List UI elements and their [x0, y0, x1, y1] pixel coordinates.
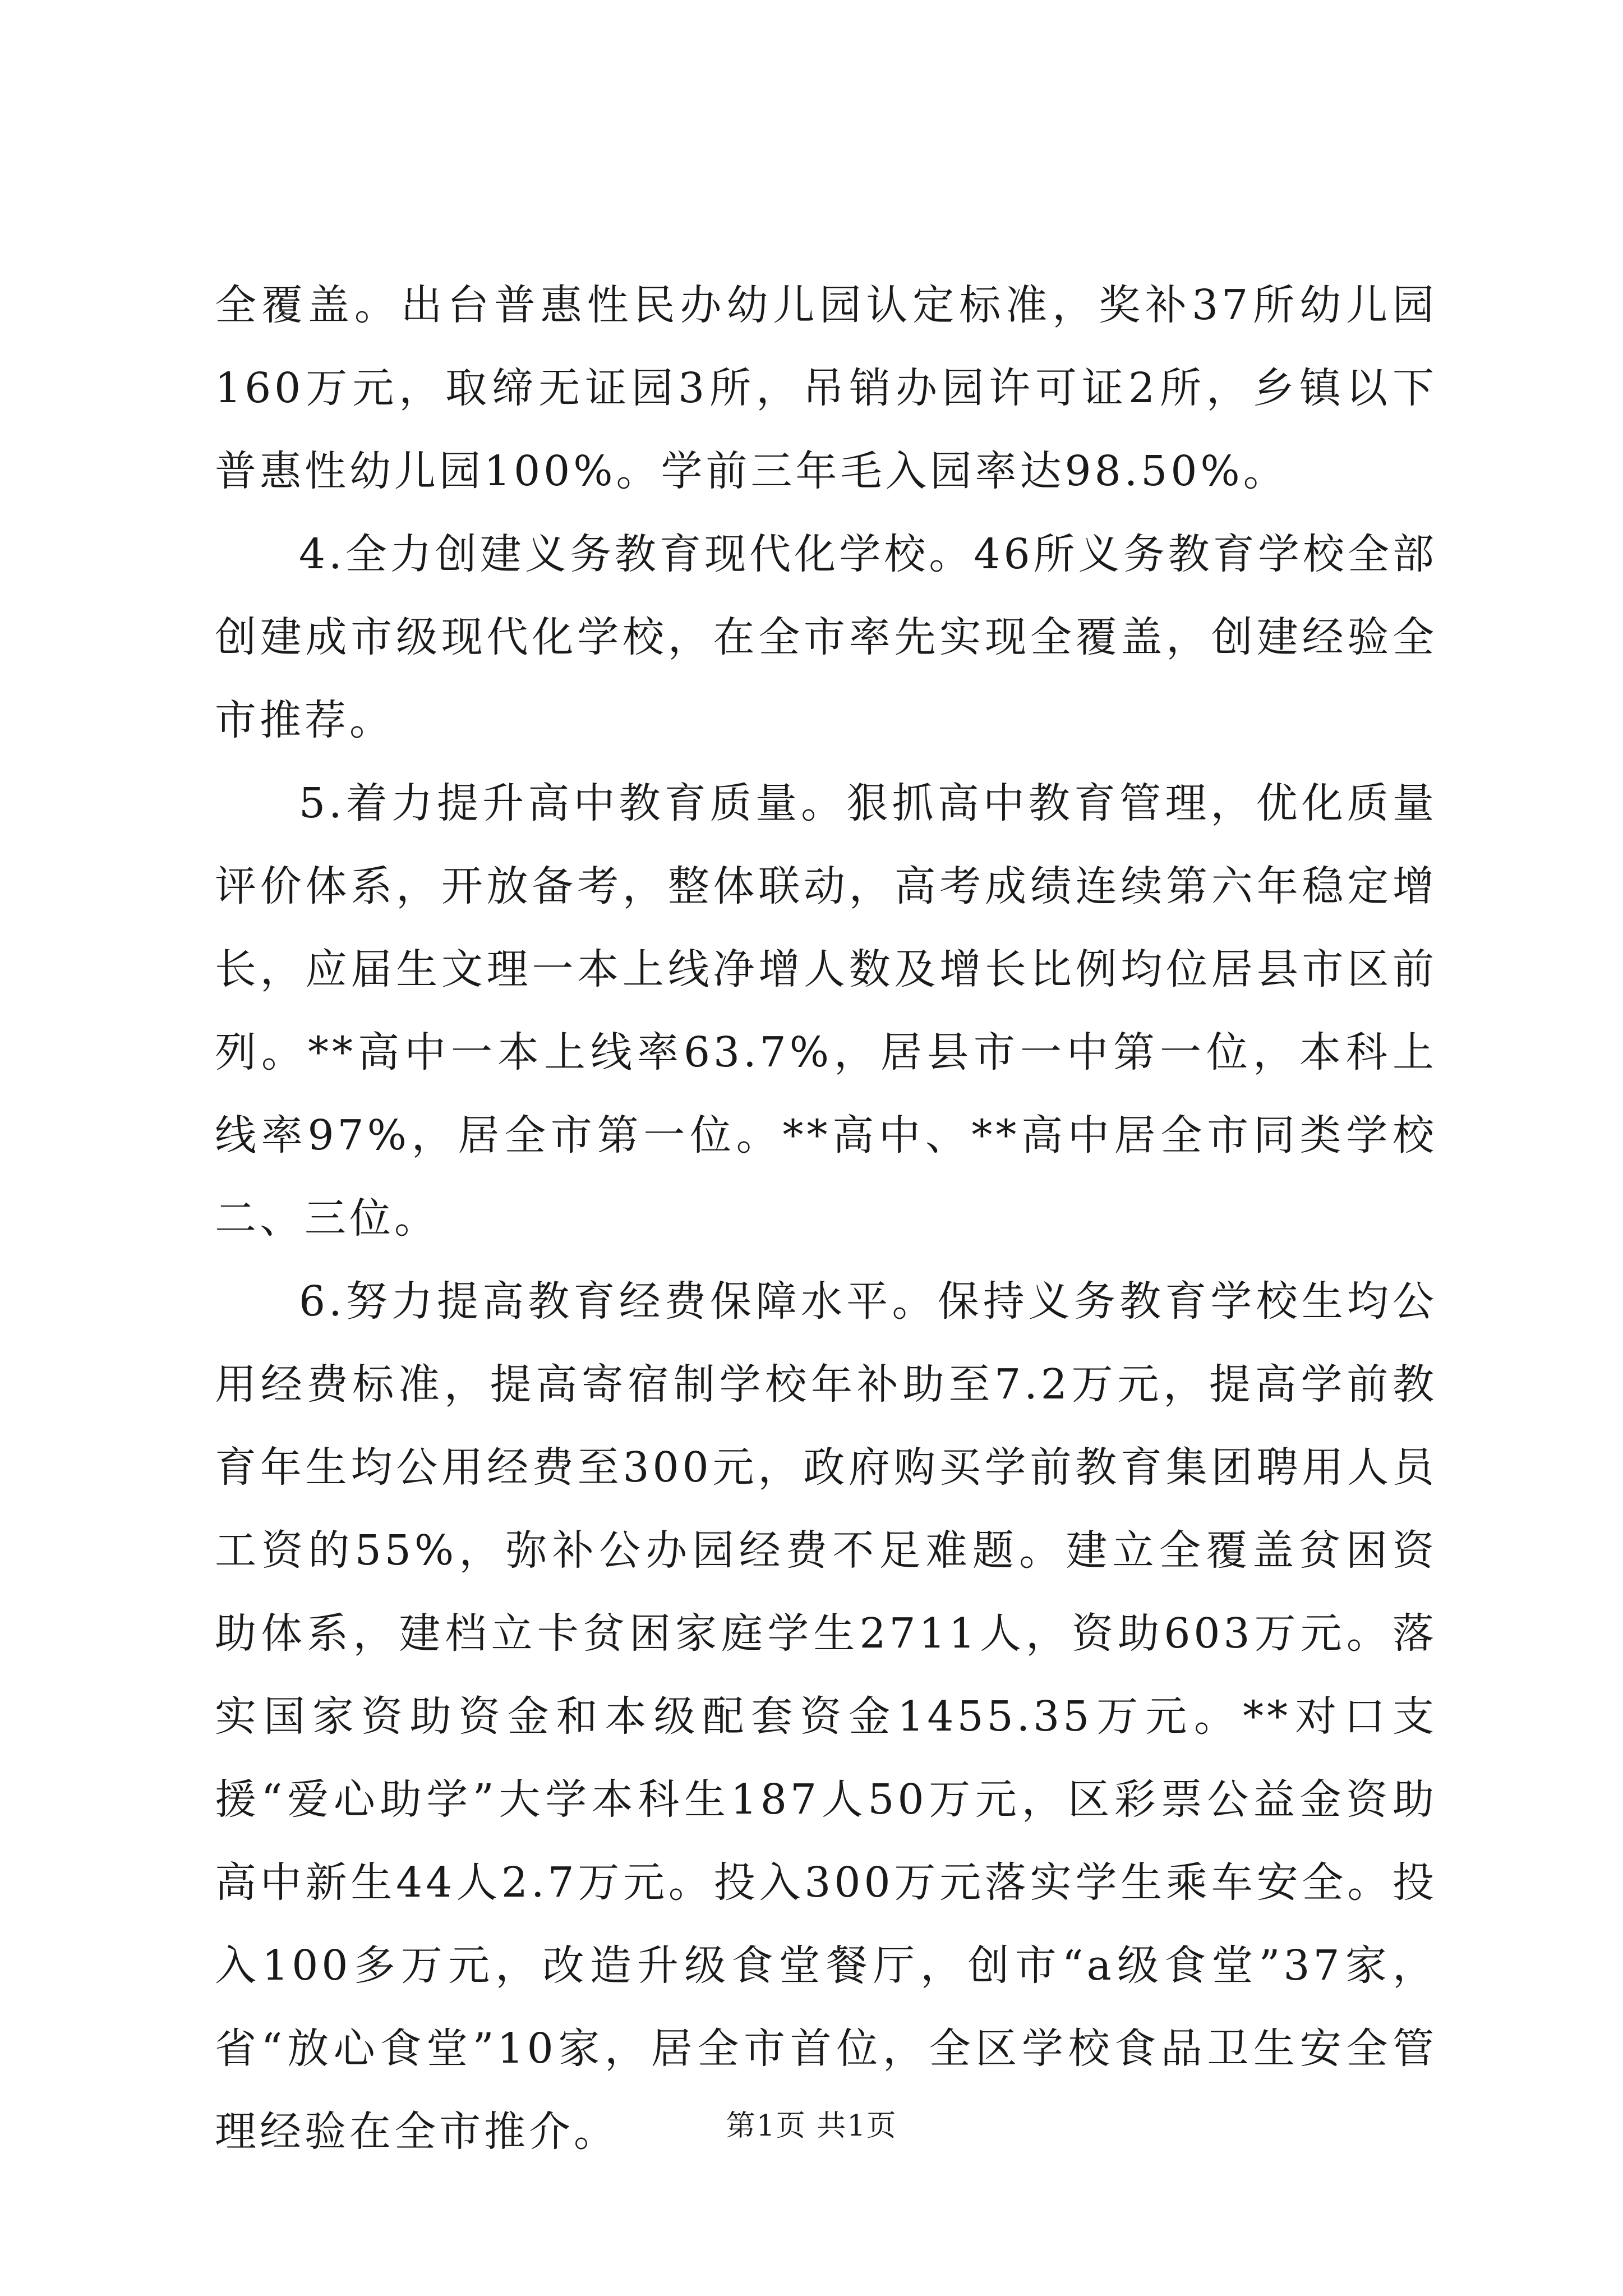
document-body — [215, 264, 1437, 2173]
page-number-footer: 第1页 共1页 — [726, 2109, 897, 2143]
paragraph-item-5: 5.着力提升高中教育质量。狠抓高中教育管理，优化质量评价体系，开放备考，整体联动，高考成绩连续第六年稳定增长，应届生文理一本上线净增人数及增长比例均位居县市区前列。**高中一本上线率63.7%，居县市一中第一位，本科上线率97%，居全市第一位。**高中、**高中居全市同类学校二、三位。 — [215, 779, 1437, 1243]
paragraph-item-4: 4.全力创建义务教育现代化学校。46所义务教育学校全部创建成市级现代化学校，在全市率先实现全覆盖，创建经验全市推荐。 — [215, 530, 1437, 744]
paragraph-item-6: 6.努力提高教育经费保障水平。保持义务教育学校生均公用经费标准，提高寄宿制学校年补助至7.2万元，提高学前教育年生均公用经费至300元，政府购买学前教育集团聘用人员工资的55%，弥补公办园经费不足难题。建立全覆盖贫困资助体系，建档立卡贫困家庭学生2711人，资助603万元。落实国家资助资金和本级配套资金1455.35万元。**对口支援“爱心助学”大学本科生187人50万元，区彩票公益金资助高中新生44人2.7万元。投入300万元落实学生乘车安全。投入100多万元，改造升级食堂餐厅，创市“a级食堂”37家，省“放心食堂”10家，居全市首位，全区学校食品卫生安全管理经验在全市推介。 — [215, 1277, 1437, 2156]
paragraph-continuation: 全覆盖。出台普惠性民办幼儿园认定标准，奖补37所幼儿园160万元，取缔无证园3所，吊销办园许可证2所，乡镇以下普惠性幼儿园100%。学前三年毛入园率达98.50%。 — [215, 281, 1437, 495]
